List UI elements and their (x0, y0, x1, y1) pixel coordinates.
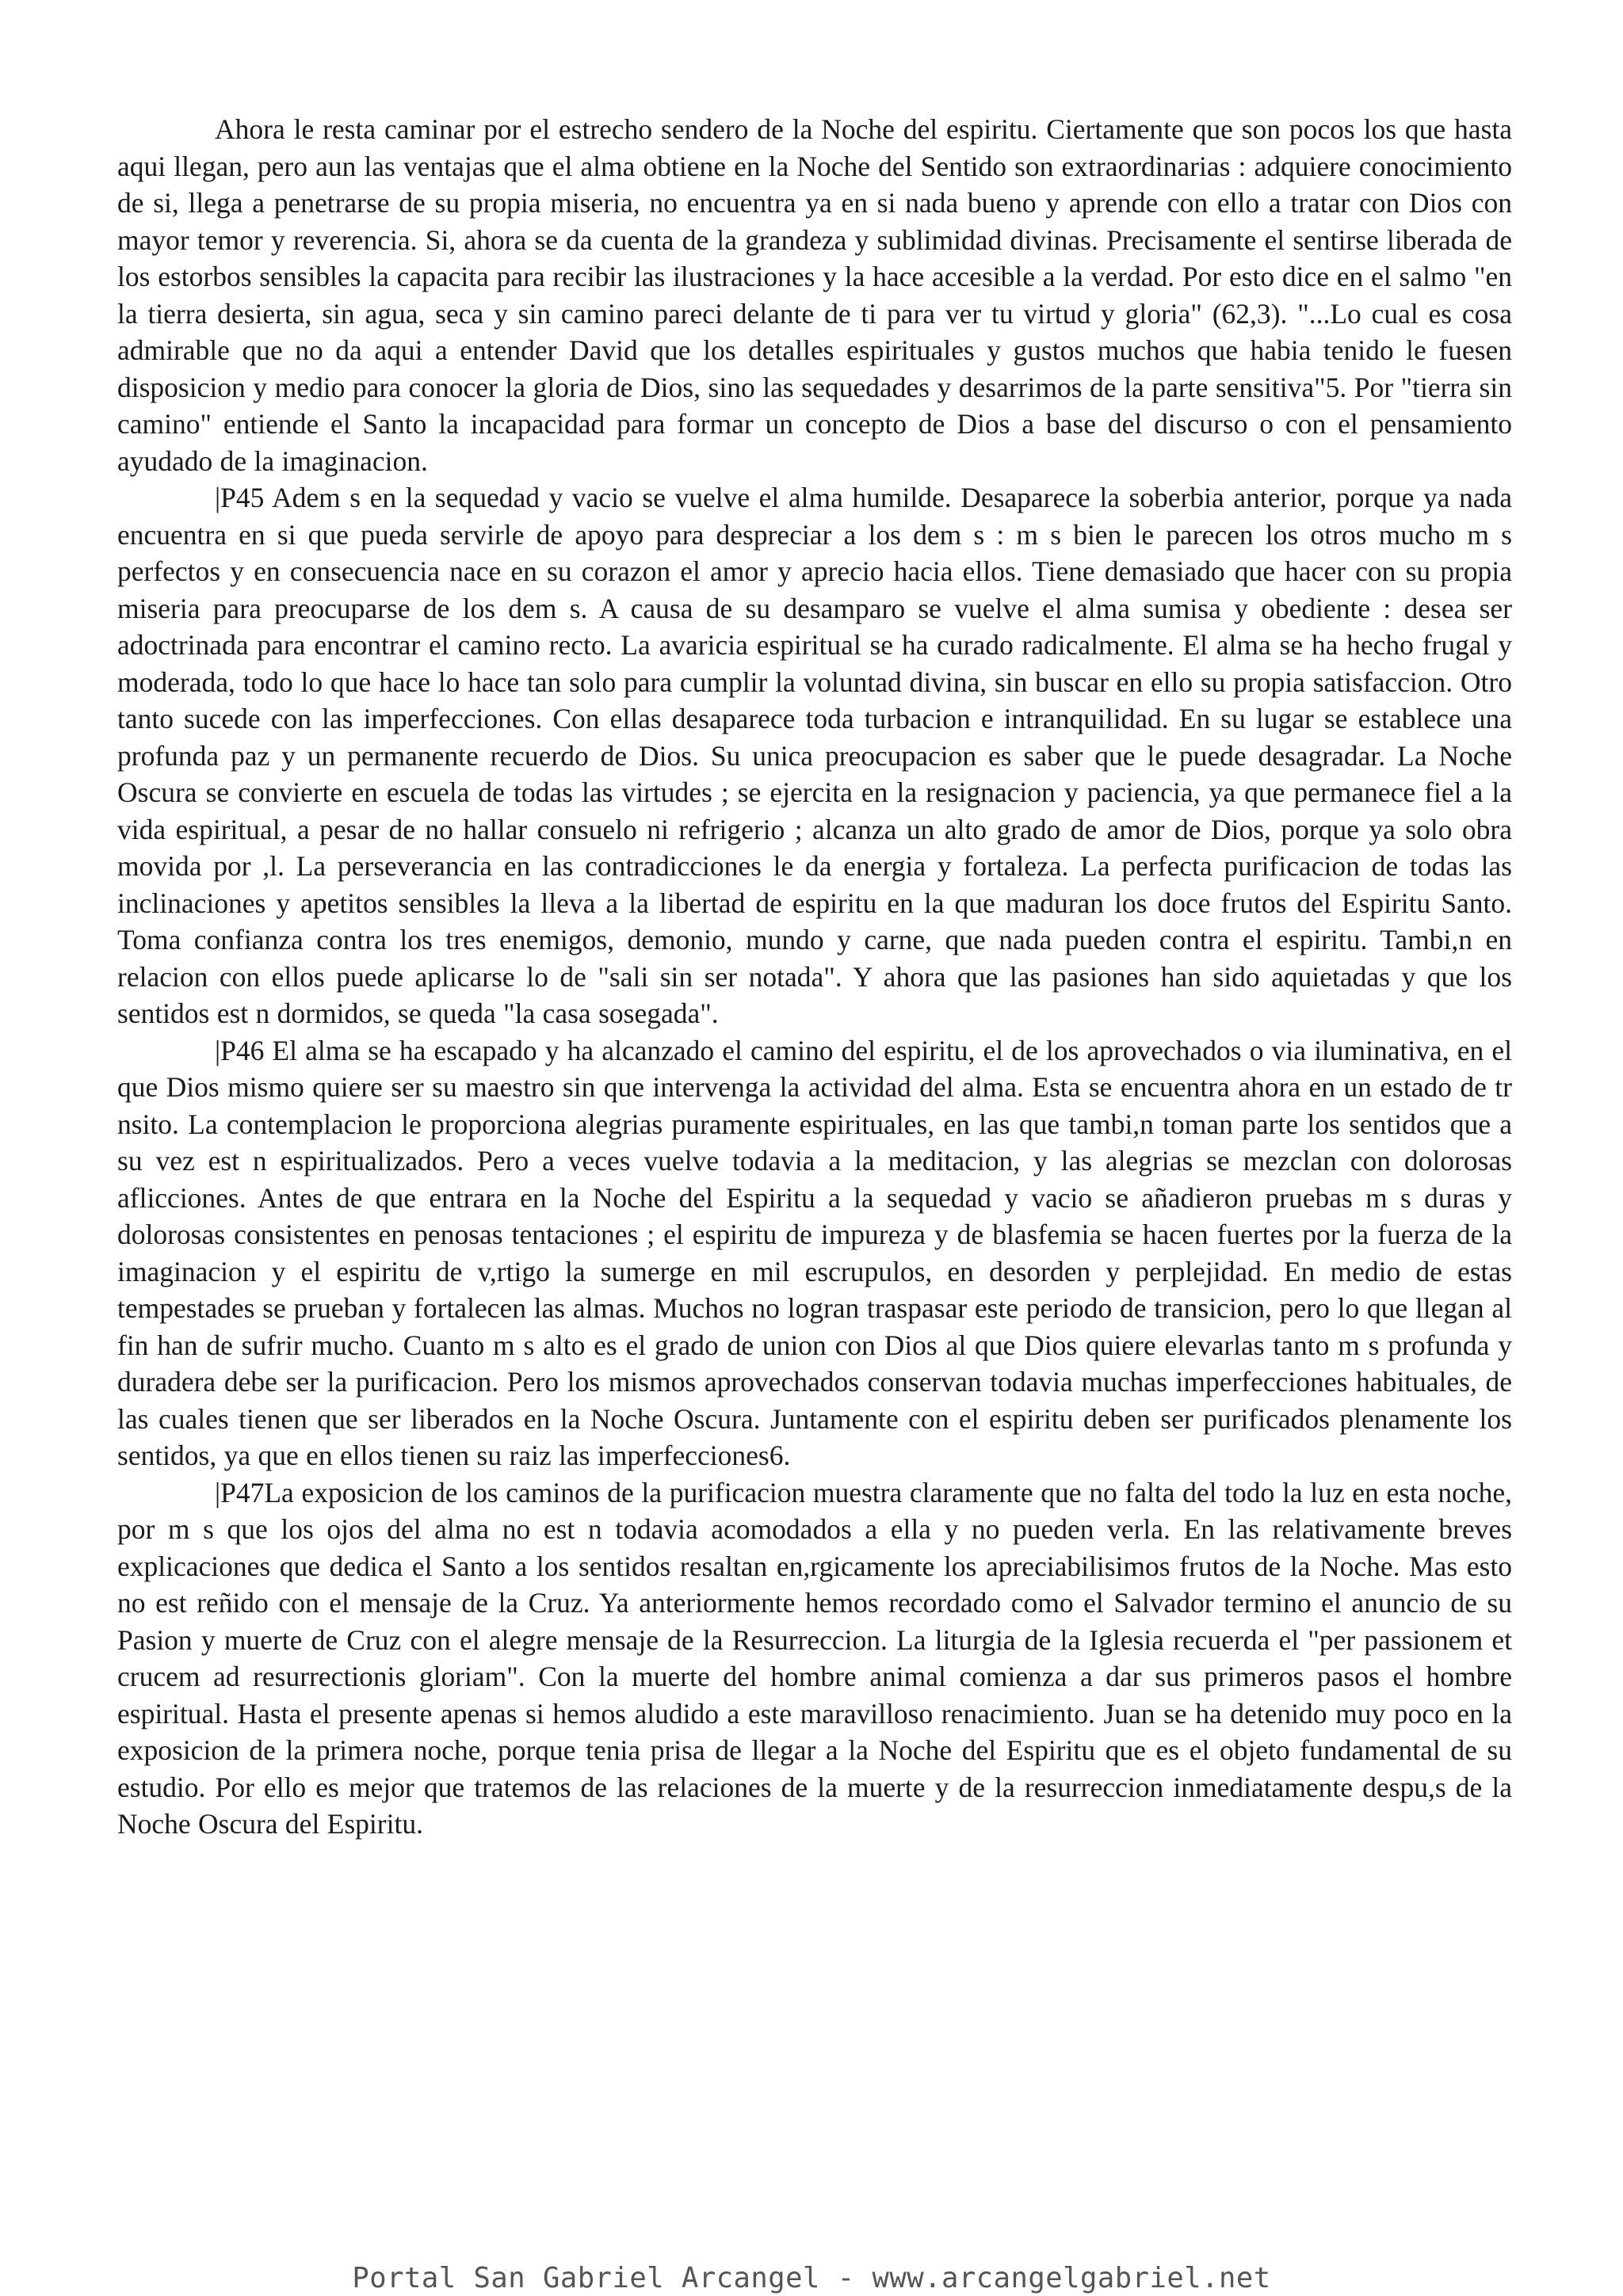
paragraph-p47: |P47La exposicion de los caminos de la purificacion muestra claramente que no falta del todo la luz en esta noche, por m s que los ojos del alma no est n todavia acomodados a ella y no pueden verla. En las relativamente breves explicaciones que dedica el Santo a los sentidos resaltan en,rgicamente los apreciabilisimos frutos de la Noche. Mas esto no est reñido con el mensaje de la Cruz. Ya anteriormente hemos recordado como el Salvador termino el anuncio de su Pasion y muerte de Cruz con el alegre mensaje de la Resurreccion. La liturgia de la Iglesia recuerda el "per passionem et crucem ad resurrectionis gloriam". Con la muerte del hombre animal comienza a dar sus primeros pasos el hombre espiritual. Hasta el presente apenas si hemos aludido a este maravilloso renacimiento. Juan se ha detenido muy poco en la exposicion de la primera noche, porque tenia prisa de llegar a la Noche del Espiritu que es el objeto fundamental de su estudio. Por ello es mejor que tratemos de las relaciones de la muerte y de la resurreccion inmediatamente despu,s de la Noche Oscura del Espiritu. (117, 1476, 1512, 1840)
paragraph-noche-del-espiritu: Ahora le resta caminar por el estrecho sendero de la Noche del espiritu. Ciertamente que son pocos los que hasta aqui llegan, pero aun las ventajas que el alma obtiene en la Noche del Sentido son extraordinarias : adquiere conocimiento de si, llega a penetrarse de su propia miseria, no encuentra ya en si nada bueno y aprende con ello a tratar con Dios con mayor temor y reverencia. Si, ahora se da cuenta de la grandeza y sublimidad divinas. Precisamente el sentirse liberada de los estorbos sensibles la capacita para recibir las ilustraciones y la hace accesible a la verdad. Por esto dice en el salmo "en la tierra desierta, sin agua, seca y sin camino pareci delante de ti para ver tu virtud y gloria" (62,3). "...Lo cual es cosa admirable que no da aqui a entender David que los detalles espirituales y gustos muchos que habia tenido le fuesen disposicion y medio para conocer la gloria de Dios, sino las sequedades y desarrimos de la parte sensitiva"5. Por "tierra sin camino" entiende el Santo la incapacidad para formar un concepto de Dios a base del discurso o con el pensamiento ayudado de la imaginacion. (117, 113, 1512, 477)
page-footer: Portal San Gabriel Arcangel - www.arcangelgabriel.net (352, 2262, 1271, 2294)
paragraph-p46: |P46 El alma se ha escapado y ha alcanzado el camino del espiritu, el de los aprovechados o via iluminativa, en el que Dios mismo quiere ser su maestro sin que intervenga la actividad del alma. Esta se encuentra ahora en un estado de tr nsito. La contemplacion le proporciona alegrias puramente espirituales, en las que tambi,n toman parte los sentidos que a su vez est n espiritualizados. Pero a veces vuelve todavia a la meditacion, y las alegrias se mezclan con dolorosas aflicciones. Antes de que entrara en la Noche del Espiritu a la sequedad y vacio se añadieron pruebas m s duras y dolorosas consistentes en penosas tentaciones ; el espiritu de impureza y de blasfemia se hacen fuertes por la fuerza de la imaginacion y el espiritu de v,rtigo la sumerge en mil escrupulos, en desorden y perplejidad. En medio de estas tempestades se prueban y fortalecen las almas. Muchos no logran traspasar este periodo de transicion, pero lo que llegan al fin han de sufrir mucho. Cuanto m s alto es el grado de union con Dios al que Dios quiere elevarlas tanto m s profunda y duradera debe ser la purificacion. Pero los mismos aprovechados conservan todavia muchas imperfecciones habituales, de las cuales tienen que ser liberados en la Noche Oscura. Juntamente con el espiritu deben ser purificados plenamente los sentidos, ya que en ellos tienen su raiz las imperfecciones6. (117, 1034, 1512, 1471)
paragraph-p45: |P45 Adem s en la sequedad y vacio se vuelve el alma humilde. Desaparece la soberbia anterior, porque ya nada encuentra en si que pueda servirle de apoyo para despreciar a los dem s : m s bien le parecen los otros mucho m s perfectos y en consecuencia nace en su corazon el amor y aprecio hacia ellos. Tiene demasiado que hacer con su propia miseria para preocuparse de los dem s. A causa de su desamparo se vuelve el alma sumisa y obediente : desea ser adoctrinada para encontrar el camino recto. La avaricia espiritual se ha curado radicalmente. El alma se ha hecho frugal y moderada, todo lo que hace lo hace tan solo para cumplir la voluntad divina, sin buscar en ello su propia satisfaccion. Otro tanto sucede con las imperfecciones. Con ellas desaparece toda turbacion e intranquilidad. En su lugar se establece una profunda paz y un permanente recuerdo de Dios. Su unica preocupacion es saber que le puede desagradar. La Noche Oscura se convierte en escuela de todas las virtudes ; se ejercita en la resignacion y paciencia, ya que permanece fiel a la vida espiritual, a pesar de no hallar consuelo ni refrigerio ; alcanza un alto grado de amor de Dios, porque ya solo obra movida por ,l. La perseverancia en las contradicciones le da energia y fortaleza. La perfecta purificacion de todas las inclinaciones y apetitos sensibles la lleva a la libertad de espiritu en la que maduran los doce frutos del Espiritu Santo. Toma confianza contra los tres enemigos, demonio, mundo y carne, que nada pueden contra el espiritu. Tambi,n en relacion con ellos puede aplicarse lo de "sali sin ser notada". Y ahora que las pasiones han sido aquietadas y que los sentidos est n dormidos, se queda "la casa sosegada". (117, 482, 1512, 1029)
document-body (117, 111, 1512, 2203)
